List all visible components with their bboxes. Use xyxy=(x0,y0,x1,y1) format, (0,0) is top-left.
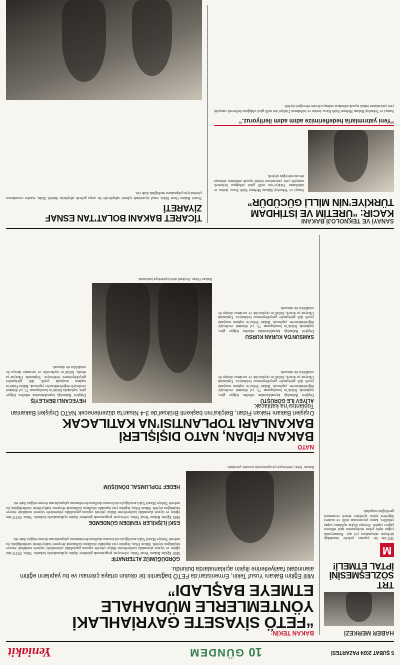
left-column xyxy=(324,235,394,635)
lead-subhead-1: GÖRDÜĞÜMÜZ ALTERNATİF xyxy=(111,555,180,561)
nato-photo xyxy=(92,283,212,403)
kacir-headline-line1: KACIR: “ÜRETİM VE İSTİHDAM xyxy=(250,207,394,218)
m-badge-icon: M xyxy=(380,544,394,558)
nato-deck: Dışişleri Bakanı Hakan Fidan, Belçika’nın başkenti Brüksel’de 3-4 Nisan’ta düzenlenecek NATO Dışişleri Bakanları Toplantısı’na katılacak. xyxy=(10,402,314,415)
lead-story-body xyxy=(6,459,314,561)
kacir-body: Sanayi ve Teknoloji Bakanı Mehmet Fatih Kacır, üretim ve istihdamın Türkiye’nin milli gücü olduğunu belirterek sanayide yeni yatırımların önünü açacak adımların atılmaya devam edeceğini söyledi. xyxy=(214,174,304,192)
kacir-highlight: “Yeni yatırımlarla hedeflerimize adım adım ilerliyoruz.” xyxy=(238,116,394,123)
lead-headline-line1: “FETÖ SİYASETE GAYRİAHLAKİ xyxy=(72,613,314,630)
masthead xyxy=(6,641,394,661)
nato-body-1: Dışişleri Bakanlığı kaynaklarından edinilen bilgiye göre, toplantıda İttifak’ın kuruluşunun 75. yıl dönümü vesilesiyle değerlendirmeler yapılacak. Bakan Fidan’ın toplantı marjında çeşitli ikili görüşmeler gerçekleştirmesi bekleniyor. Toplantıda Ukrayna’ya destek, İttifak’ın caydırıcılık ve savunma duruşu ile ortaklıklar ele alınacak. xyxy=(218,370,314,397)
lead-kicker: BAKAN TEKİN: xyxy=(270,629,314,635)
bottom-divider xyxy=(6,228,394,229)
lead-photo xyxy=(186,471,314,561)
kacir-photo xyxy=(308,130,394,192)
lead-body-1: Millî Eğitim Bakanı Yusuf Tekin, televizyon programında gündeme ilişkin açıklamalarda bulundu. Tekin, FETÖ’nün eğitim ve siyaset alanındaki faaliyetlerine dikkat çekerek yapının gayriahlaki yöntemlerle siyasete müdahale etmeye başladığını söyledi. Bakan Tekin, örgütün yurt dışındaki okullarını kullanarak devşirme faaliyetlerini sürdürdüğünü, bu nedenle Türkiye Maarif Vakfı aracılığıyla söz konusu okulların devralınması çalışmalarının devam ettiğini ifade etti. xyxy=(6,537,180,555)
nato-body-3: Dışişleri Bakanlığı kaynaklarından edinilen bilgiye göre, toplantıda İttifak’ın kuruluşunun 75. yıl dönümü vesilesiyle değerlendirmeler yapılacak. Bakan Fidan’ın toplantı marjında çeşitli ikili görüşmeler gerçekleştirmesi bekleniyor. Toplantıda Ukrayna’ya destek, İttifak’ın caydırıcılık ve savunma duruşu ile ortaklıklar ele alınacak. xyxy=(6,365,86,397)
lead-headline-line3: ETMEYE BAŞLADI” xyxy=(167,581,314,598)
nato-headline-line2: BAKANLARI TOPLANTISI’NA KATILACAK xyxy=(62,416,314,431)
kacir-body-2: Sanayi ve Teknoloji Bakanı Mehmet Fatih Kacır, üretim ve istihdamın Türkiye’nin milli gücü olduğunu belirterek sanayide yeni yatırımların önünü açacak adımların atılmaya devam edeceğini söyledi. xyxy=(214,104,394,113)
bolat-body: Ticaret Bakanı Ömer Bolat, esnaf ziyaretinde işletme sahipleriyle bir araya gelerek taleplerini dinledi. Bolat, esnafın sorunlarının çözümü için çalışmaların sürdüğünü ifade etti. xyxy=(6,191,202,200)
lead-body-2: Millî Eğitim Bakanı Yusuf Tekin, televizyon programında gündeme ilişkin açıklamalarda bulundu. Tekin, FETÖ’nün eğitim ve siyaset alanındaki faaliyetlerine dikkat çekerek yapının gayriahlaki yöntemlerle siyasete müdahale etmeye başladığını söyledi. Bakan Tekin, örgütün yurt dışındaki okullarını kullanarak devşirme faaliyetlerini sürdürdüğünü, bu nedenle Türkiye Maarif Vakfı aracılığıyla söz konusu okulların devralınması çalışmalarının devam ettiğini ifade etti. xyxy=(6,501,180,519)
nato-subhead-3: HEYECANLI BEKLEYİŞ xyxy=(30,397,86,403)
lead-subhead-3: HEDEF TOPLUMSAL DÖNÜŞÜM xyxy=(103,483,180,489)
lead-photo-caption: Bakan Tekin, televizyon programında soruları yanıtladı. xyxy=(226,465,314,469)
lead-headline-line2: YÖNTEMLERLE MÜDAHALE xyxy=(101,597,314,614)
lead-story xyxy=(6,564,314,635)
lead-intro: Millî Eğitim Bakanı Yusuf Tekin, Ermenistan’da FETÖ bağlantılı bir okulun ortaya çıkması ve bu yapıların eğitim alanındaki faaliyetlerine ilişkin açıklamalarda bulundu. xyxy=(20,565,314,578)
lead-subhead-2: ESKİ İLİŞKİLER YENİDEN GÜNDEMDE xyxy=(88,519,180,525)
nato-photo-caption: Bakan Fidan, Brüksel’deki toplantıya katılacak. xyxy=(137,277,212,281)
column-divider xyxy=(319,235,320,635)
columnist-photo xyxy=(324,592,394,626)
section-title: GÜNDEM xyxy=(189,646,244,658)
nato-headline-line1: BAKAN FİDAN, NATO DIŞİŞLERİ xyxy=(119,429,314,444)
left-body: TRT’nin bir yapımcı şirketle imzaladığı sözleşme tartışmalara yol açtı. Kamuoyunda yoğun tepki çeken sözleşmenin iptal edilmesi çağrısı yapıldı. Konuya ilişkin açıklama yapan yetkililer, kamu yayıncısının milli ve manevi değerlere aykırı içeriklere destek vermemesi gerektiğini vurguladı. xyxy=(324,508,394,541)
page-number: 10 xyxy=(248,645,262,659)
newspaper-logo: Yeniakit xyxy=(8,645,52,660)
kacir-story xyxy=(214,5,394,223)
nato-body-2: Dışişleri Bakanlığı kaynaklarından edinilen bilgiye göre, toplantıda İttifak’ın kuruluşunun 75. yıl dönümü vesilesiyle değerlendirmeler yapılacak. Bakan Fidan’ın toplantı marjında çeşitli ikili görüşmeler gerçekleştirmesi bekleniyor. Toplantıda Ukrayna’ya destek, İttifak’ın caydırıcılık ve savunma duruşu ile ortaklıklar ele alınacak. xyxy=(218,306,314,333)
nato-story-body xyxy=(6,253,314,403)
bolat-photo xyxy=(6,0,202,100)
kacir-headline-line2: TÜRKİYE’NİN MİLLİ GÜCÜDÜR” xyxy=(247,196,394,208)
kacir-highlight-rule xyxy=(214,125,394,126)
story-divider xyxy=(6,452,314,453)
nato-subhead-2: SAMSUN’DA KURAN KURSU xyxy=(245,333,314,339)
bolat-headline: TİCARET BAKANI BOLAT’TAN ESNAF ZİYARETİ xyxy=(45,203,202,223)
left-kicker: HABER MERKEZİ xyxy=(343,629,394,635)
nato-story xyxy=(6,401,314,449)
bottom-column-divider xyxy=(207,5,208,223)
page-date: 5 ŞUBAT 2024 PAZARTESİ xyxy=(331,649,394,655)
nato-kicker: NATO xyxy=(297,443,314,449)
left-headline: TRT SÖZLEŞMESİNİ İPTAL ETMELİ! xyxy=(329,561,394,590)
bolat-story xyxy=(6,5,202,223)
nato-subhead-1: ALİYEV İLE GÖRÜŞTÜ xyxy=(260,397,314,403)
kacir-kicker: SANAYİ VE TEKNOLOJİ BAKANI xyxy=(301,217,394,223)
